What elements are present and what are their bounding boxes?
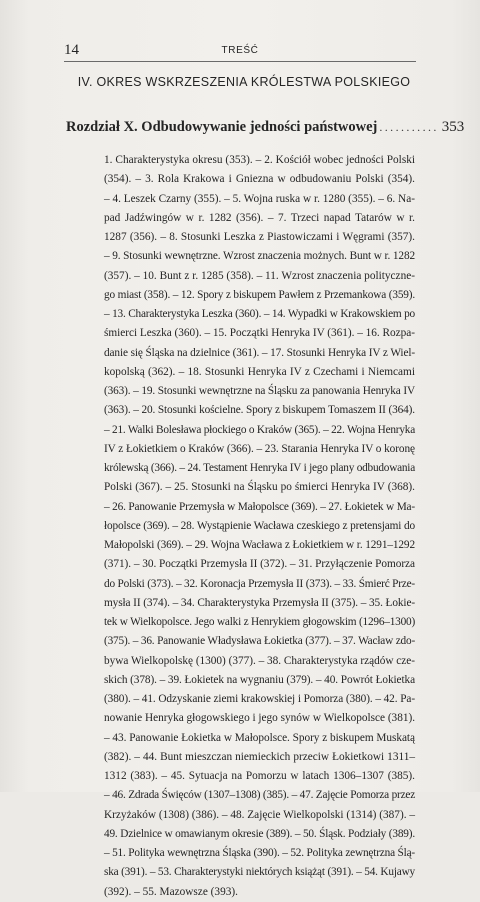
running-head [64,42,416,62]
contents-line: (357). – 10. Bunt z r. 1285 (358). – 11. Wzrost znaczenia polityczne- [104,269,415,282]
contents-line: 1312 (383). – 45. Sytuacja na Pomorzu w latach 1306–1307 (385). [104,770,415,782]
contents-line: śmierci Leszka (360). – 15. Początki Henryka IV (361). – 16. Rozpa- [104,327,416,340]
contents-line: łopolsce (369). – 28. Wystąpienie Wacława czeskiego z pretensjami do [104,519,415,532]
contents-line: 49. Dzielnice w omawianym okresie (389). – 50. Śląsk. Podziały (389). [104,827,415,840]
chapter-page-number: 353 [441,119,465,135]
contents-line: królewską (366). – 24. Testament Henryka IV i jego plany odbudowania [104,462,415,474]
contents-line: Polski (367). – 25. Stosunki na Śląsku po śmierci Henryka IV (368). [104,481,415,494]
contents-line: – 26. Panowanie Przemysła w Małopolsce (369). – 27. Łokietek w Ma- [104,500,415,513]
contents-line: bywa Wielkopolskę (1300) (377). – 38. Charakterystyka rządów cze- [104,654,415,667]
contents-line: (375). – 36. Panowanie Władysława Łokietka (377). – 37. Wacław zdo- [104,635,416,648]
contents-line: 1287 (356). – 8. Stosunki Leszka z Piastowiczami i Węgrami (357). [104,231,415,243]
contents-line: nowanie Henryka głogowskiego i jego synów w Wielkopolsce (381). [104,712,416,725]
page-number: 14 [64,42,79,58]
contents-line: 1. Charakterystyka okresu (353). – 2. Kościół wobec jedności Polski [104,154,415,166]
contents-line: (382). – 44. Bunt mieszczan niemieckich przeciw Łokietkowi 1311– [104,750,415,763]
contents-line: Małopolski (369). – 29. Wojna Wacława z Łokietkiem w r. 1291–1292 [104,539,415,551]
header-rule [64,61,416,62]
contents-line: – 9. Stosunki wewnętrzne. Wzrost znaczenia możnych. Bunt w r. 1282 [104,250,415,263]
contents-line: – 4. Leszek Czarny (355). – 5. Wojna ruska w r. 1280 (355). – 6. Na- [104,192,415,205]
contents-line: IV z Łokietkiem o Kraków (366). – 23. Starania Henryka IV o koronę [104,442,415,455]
contents-line: (354). – 3. Rola Krakowa i Gniezna w odbudowaniu Polski (354). [104,173,415,186]
contents-line: – 46. Zdrada Święców (1307–1308) (385). – 47. Zajęcie Pomorza przez [104,789,416,802]
contents-line: – 51. Polityka wewnętrzna Śląska (390). – 52. Polityka zewnętrzna Ślą- [104,847,415,859]
running-title: TREŚĆ [221,45,259,56]
contents-line: tek w Wielkopolsce. Jego walki z Henrykiem głogowskim (1296–1300) [104,616,415,628]
contents-line: – 13. Charakterystyka Leszka (360). – 14. Wypadki w Krakowskiem po [104,308,415,320]
chapter-contents [104,151,415,902]
chapter-entry [66,119,465,136]
contents-line: skich (378). – 39. Łokietek na wygnaniu (379). – 40. Powrót Łokietka [104,673,416,686]
contents-line: (392). – 55. Mazowsze (393). [104,885,238,898]
contents-line: (363). – 20. Stosunki kościelne. Spory z biskupem Tomaszem II (364). [104,404,415,417]
contents-line: go miast (358). – 12. Spory z biskupem Pawłem z Przemankowa (359). [104,288,415,301]
chapter-leader-dots: ........... [379,120,439,134]
contents-line: pad Jadźwingów w r. 1282 (356). – 7. Trzeci napad Tatarów w r. [104,211,415,224]
contents-line: – 21. Walki Bolesława płockiego o Kraków (365). – 22. Wojna Henryka [104,423,415,436]
contents-line: danie się Śląska na dzielnice (361). – 17. Stosunki Henryka IV z Wiel- [104,346,416,359]
contents-line: (371). – 30. Początki Przemysła II (372). – 31. Przyłączenie Pomorza [104,558,415,571]
contents-line: (380). – 41. Odzyskanie ziemi krakowskiej i Pomorza (380). – 42. Pa- [104,693,415,705]
contents-line: (363). – 19. Stosunki wewnętrzne na Śląsku za panowania Henryka IV [104,385,416,397]
contents-line: kopolską (362). – 18. Stosunki Henryka IV z Czechami i Niemcami [104,365,415,378]
chapter-title: Rozdział X. Odbudowywanie jedności państwowej [66,119,378,135]
part-title: IV. OKRES WSKRZESZENIA KRÓLESTWA POLSKIEGO [77,75,411,89]
contents-line: mysła II (374). – 34. Charakterystyka Przemysła II (375). – 35. Łokie- [104,596,416,609]
contents-line: do Polski (373). – 32. Koronacja Przemysła II (373). – 33. Śmierć Prze- [104,577,415,590]
contents-line: – 43. Panowanie Łokietka w Małopolsce. Spory z biskupem Muskatą [104,731,415,744]
contents-line: Krzyżaków (1308) (386). – 48. Zajęcie Wielkopolski (1314) (387). – [104,808,415,821]
contents-line: ska (391). – 53. Charakterystyki niektórych książąt (391). – 54. Kujawy [104,866,415,879]
